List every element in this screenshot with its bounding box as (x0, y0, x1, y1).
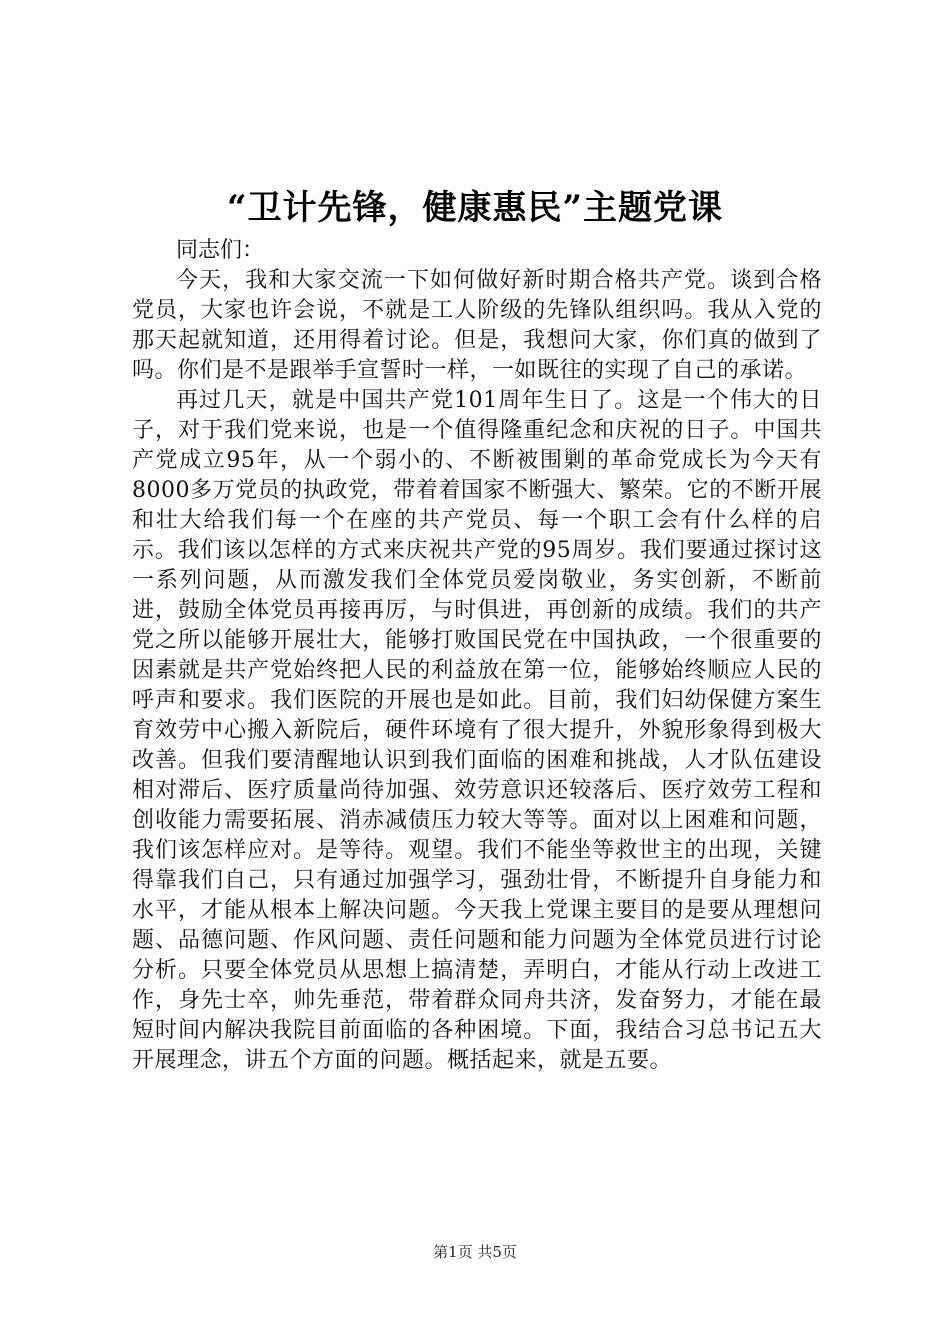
paragraph-1: 今天，我和大家交流一下如何做好新时期合格共产党。谈到合格党员，大家也许会说，不就是工人阶级的先锋队组织吗。我从入党的那天起就知道，还用得着讨论。但是，我想问大家，你们真的做到了吗。你们是不是跟举手宣誓时一样，一如既往的实现了自己的承诺。 (132, 268, 822, 383)
document-body (132, 236, 822, 1076)
document-title: “卫计先锋，健康惠民”主题党课 (226, 188, 724, 228)
salutation: 同志们： (176, 238, 265, 263)
paragraph-2: 再过几天，就是中国共产党101周年生日了。这是一个伟大的日子，对于我们党来说，也是一个值得隆重纪念和庆祝的日子。中国共产党成立95年，从一个弱小的、不断被围剿的革命党成长为今天有8000多万党员的执政党，带着着国家不断强大、繁荣。它的不断开展和壮大给我们每一个在座的共产党员、每一个职工会有什么样的启示。我们该以怎样的方式来庆祝共产党的95周岁。我们要通过探讨这一系列问题，从而激发我们全体党员爱岗敬业，务实创新，不断前进，鼓励全体党员再接再厉，与时俱进，再创新的成绩。我们的共产党之所以能够开展壮大，能够打败国民党在中国执政，一个很重要的因素就是共产党始终把人民的利益放在第一位，能够始终顺应人民的呼声和要求。我们医院的开展也是如此。目前，我们妇幼保健方案生育效劳中心搬入新院后，硬件环境有了很大提升，外貌形象得到极大改善。但我们要清醒地认识到我们面临的困难和挑战，人才队伍建设相对滞后、医疗质量尚待加强、效劳意识还较落后、医疗效劳工程和创收能力需要拓展、消赤减债压力较大等等。面对以上困难和问题，我们该怎样应对。是等待。观望。我们不能坐等救世主的出现，关键得靠我们自己，只有通过加强学习，强劲壮骨，不断提升自身能力和水平，才能从根本上解决问题。今天我上党课主要目的是要从理想问题、品德问题、作风问题、责任问题和能力问题为全体党员进行讨论分析。只要全体党员从思想上搞清楚，弄明白，才能从行动上改进工作，身先士卒，帅先垂范，带着群众同舟共济，发奋努力，才能在最短时间内解决我院目前面临的各种困境。下面，我结合习总书记五大开展理念，讲五个方面的问题。概括起来，就是五要。 (132, 388, 822, 1073)
page-footer: 第1页 共5页 (433, 1243, 517, 1261)
